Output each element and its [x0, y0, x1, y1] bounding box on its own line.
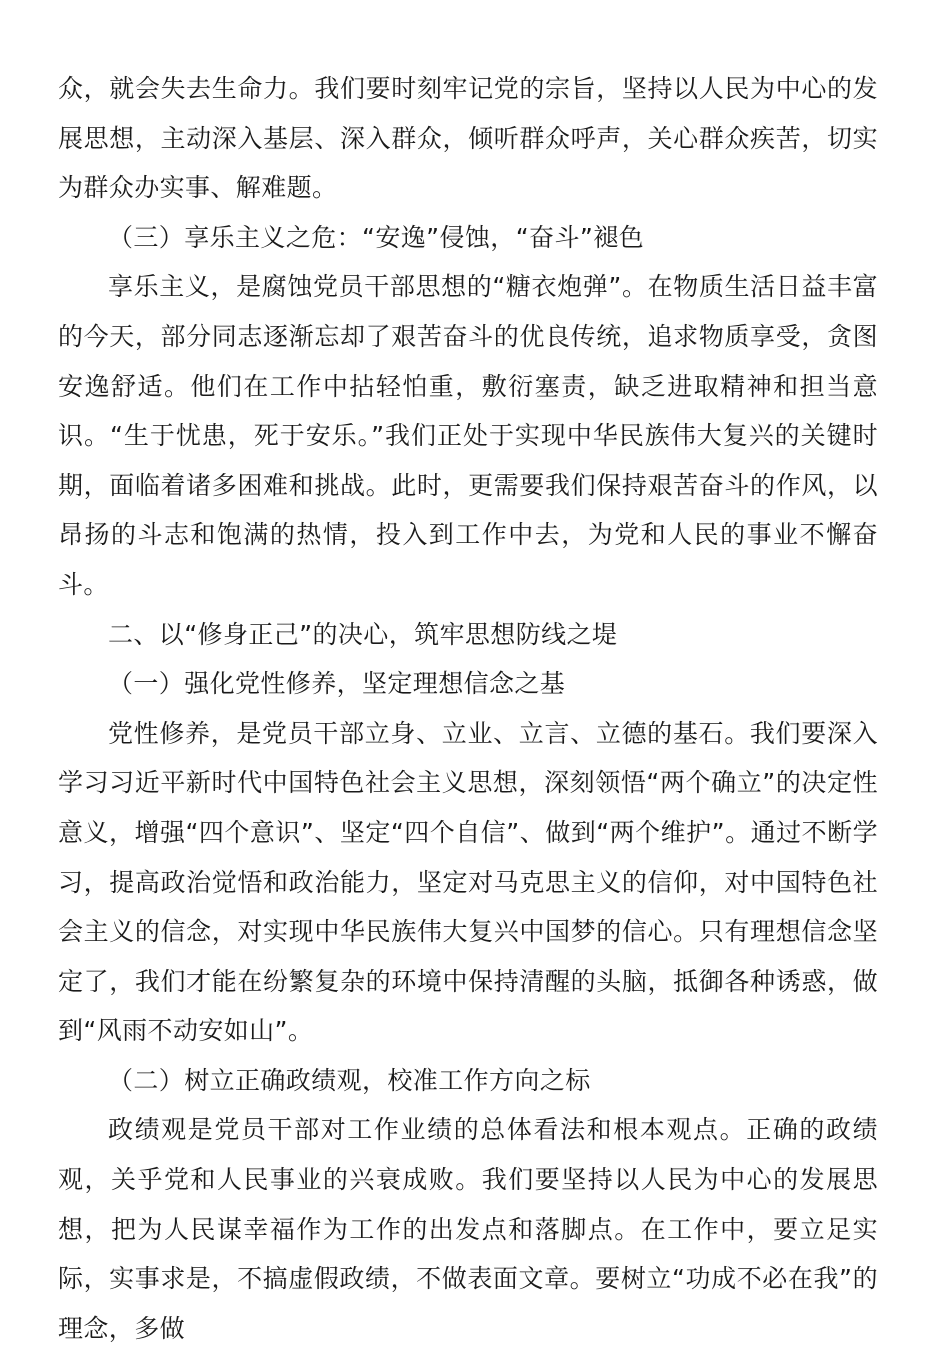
paragraph-party-spirit: 党性修养，是党员干部立身、立业、立言、立德的基石。我们要深入学习习近平新时代中国特色社会主义思想，深刻领悟“两个确立”的决定性意义，增强“四个意识”、坚定“四个自信”、做到“两个维护”。通过不断学习，提高政治觉悟和政治能力，坚定对马克思主义的信仰，对中国特色社会主义的信念，对实现中华民族伟大复兴中国梦的信心。只有理想信念坚定了，我们才能在纷繁复杂的环境中保持清醒的头脑，抵御各种诱惑，做到“风雨不动安如山”。 [58, 718, 878, 1046]
paragraph-performance-view: 政绩观是党员干部对工作业绩的总体看法和根本观点。正确的政绩观，关乎党和人民事业的兴衰成败。我们要坚持以人民为中心的发展思想，把为人民谋幸福作为工作的出发点和落脚点。在工作中，要立足实际，实事求是，不搞虚假政绩，不做表面文章。要树立“功成不必在我”的理念，多做 [58, 1115, 878, 1343]
section-heading-performance-view: （二）树立正确政绩观，校准工作方向之标 [108, 1065, 591, 1095]
chapter-heading-two: 二、以“修身正己”的决心，筑牢思想防线之堤 [108, 619, 618, 649]
section-heading-party-spirit: （一）强化党性修养，坚定理想信念之基 [108, 669, 566, 699]
paragraph-continued: 众，就会失去生命力。我们要时刻牢记党的宗旨，坚持以人民为中心的发展思想，主动深入基层、深入群众，倾听群众呼声，关心群众疾苦，切实为群众办实事、解难题。 [58, 74, 878, 203]
document-body [58, 64, 878, 1353]
paragraph-hedonism: 享乐主义，是腐蚀党员干部思想的“糖衣炮弹”。在物质生活日益丰富的今天，部分同志逐渐忘却了艰苦奋斗的优良传统，追求物质享受，贪图安逸舒适。他们在工作中拈轻怕重，敷衍塞责，缺乏进取精神和担当意识。“生于忧患，死于安乐。”我们正处于实现中华民族伟大复兴的关键时期，面临着诸多困难和挑战。此时，更需要我们保持艰苦奋斗的作风，以昂扬的斗志和饱满的热情，投入到工作中去，为党和人民的事业不懈奋斗。 [58, 272, 878, 599]
section-heading-hedonism: （三）享乐主义之危：“安逸”侵蚀，“奋斗”褪色 [108, 222, 645, 252]
